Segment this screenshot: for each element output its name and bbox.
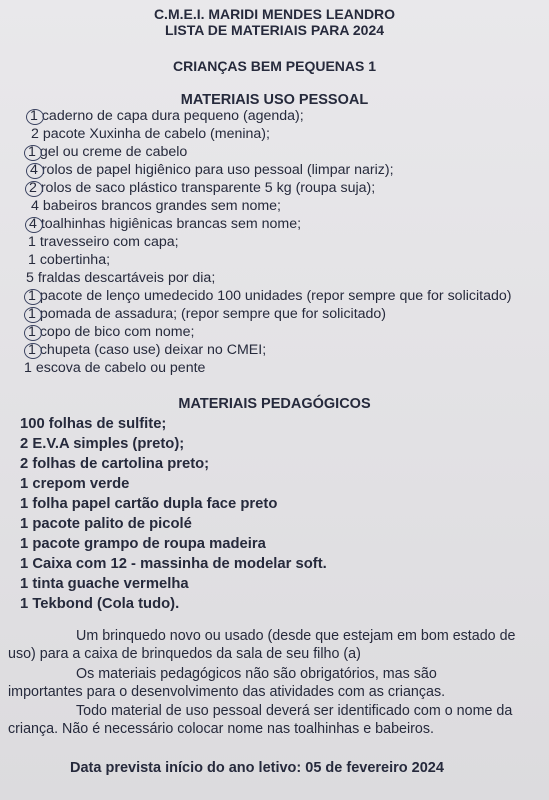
identification-note-line-2: criança. Não é necessário colocar nome nas toalhinhas e babeiros. [8,721,434,737]
list-item: 1 travesseiro com capa; [28,234,179,250]
list-title: LISTA DE MATERIAIS PARA 2024 [164,22,385,38]
list-item: 1 pomada de assadura; (repor sempre que for solicitado) [28,306,387,322]
pedagogical-materials-heading: MATERIAIS PEDAGÓGICOS [178,396,371,412]
handwritten-circle-mark [24,343,42,359]
list-item: 1 caderno de capa dura pequeno (agenda); [30,108,304,124]
list-item: 4 rolos de papel higiênico para uso pessoal (limpar nariz); [30,162,394,178]
list-item: 2 folhas de cartolina preto; [20,456,210,472]
school-name: C.M.E.I. MARIDI MENDES LEANDRO [153,6,396,22]
handwritten-circle-mark [25,181,43,197]
list-item: 2 E.V.A simples (preto); [20,436,185,452]
toy-note-line-2: uso) para a caixa de brinquedos da sala de seu filho (a) [8,646,361,662]
list-item: 1 cobertinha; [28,252,111,268]
handwritten-circle-mark [26,109,44,125]
personal-materials-heading: MATERIAIS USO PESSOAL [180,92,369,108]
handwritten-circle-mark [24,325,42,341]
list-item: 1 Caixa com 12 - massinha de modelar soft. [20,556,327,572]
school-start-date: Data prevista início do ano letivo: 05 de fevereiro 2024 [70,760,444,776]
list-item: 1 pacote palito de picolé [20,516,192,532]
list-item: 5 fraldas descartáveis por dia; [26,270,216,286]
list-item: 1 chupeta (caso use) deixar no CMEI; [28,342,267,358]
handwritten-circle-mark [25,217,43,233]
list-item: 1 tinta guache vermelha [20,576,189,592]
pedagogical-note-line-2: importantes para o desenvolvimento das atividades com as crianças. [8,684,446,700]
list-item: 2 pacote Xuxinha de cabelo (menina); [31,126,270,142]
handwritten-circle-mark [26,163,44,179]
handwritten-circle-mark [24,307,42,323]
handwritten-circle-mark [24,289,42,305]
list-item: 1 folha papel cartão dupla face preto [20,496,278,512]
list-item: 2 rolos de saco plástico transparente 5 kg (roupa suja); [29,180,376,196]
list-item: 1 pacote grampo de roupa madeira [20,536,266,552]
list-item: 1 copo de bico com nome; [28,324,195,340]
list-item: 4 babeiros brancos grandes sem nome; [31,198,281,214]
identification-note-line-1: Todo material de uso pessoal deverá ser identificado com o nome da [76,703,513,719]
pedagogical-note-line-1: Os materiais pedagógicos não são obrigatórios, mas são [76,666,437,682]
list-item: 100 folhas de sulfite; [20,416,167,432]
handwritten-circle-mark [24,145,42,161]
list-item: 4 toalhinhas higiênicas brancas sem nome; [29,216,302,232]
class-name: CRIANÇAS BEM PEQUENAS 1 [172,58,377,74]
toy-note-line-1: Um brinquedo novo ou usado (desde que estejam em bom estado de [76,628,516,644]
list-item: 1 crepom verde [20,476,130,492]
list-item: 1 Tekbond (Cola tudo). [20,596,180,612]
list-item: 1 escova de cabelo ou pente [24,360,206,376]
list-item: 1 pacote de lenço umedecido 100 unidades (repor sempre que for solicitado) [28,288,512,304]
list-item: 1 gel ou creme de cabelo [28,144,188,160]
